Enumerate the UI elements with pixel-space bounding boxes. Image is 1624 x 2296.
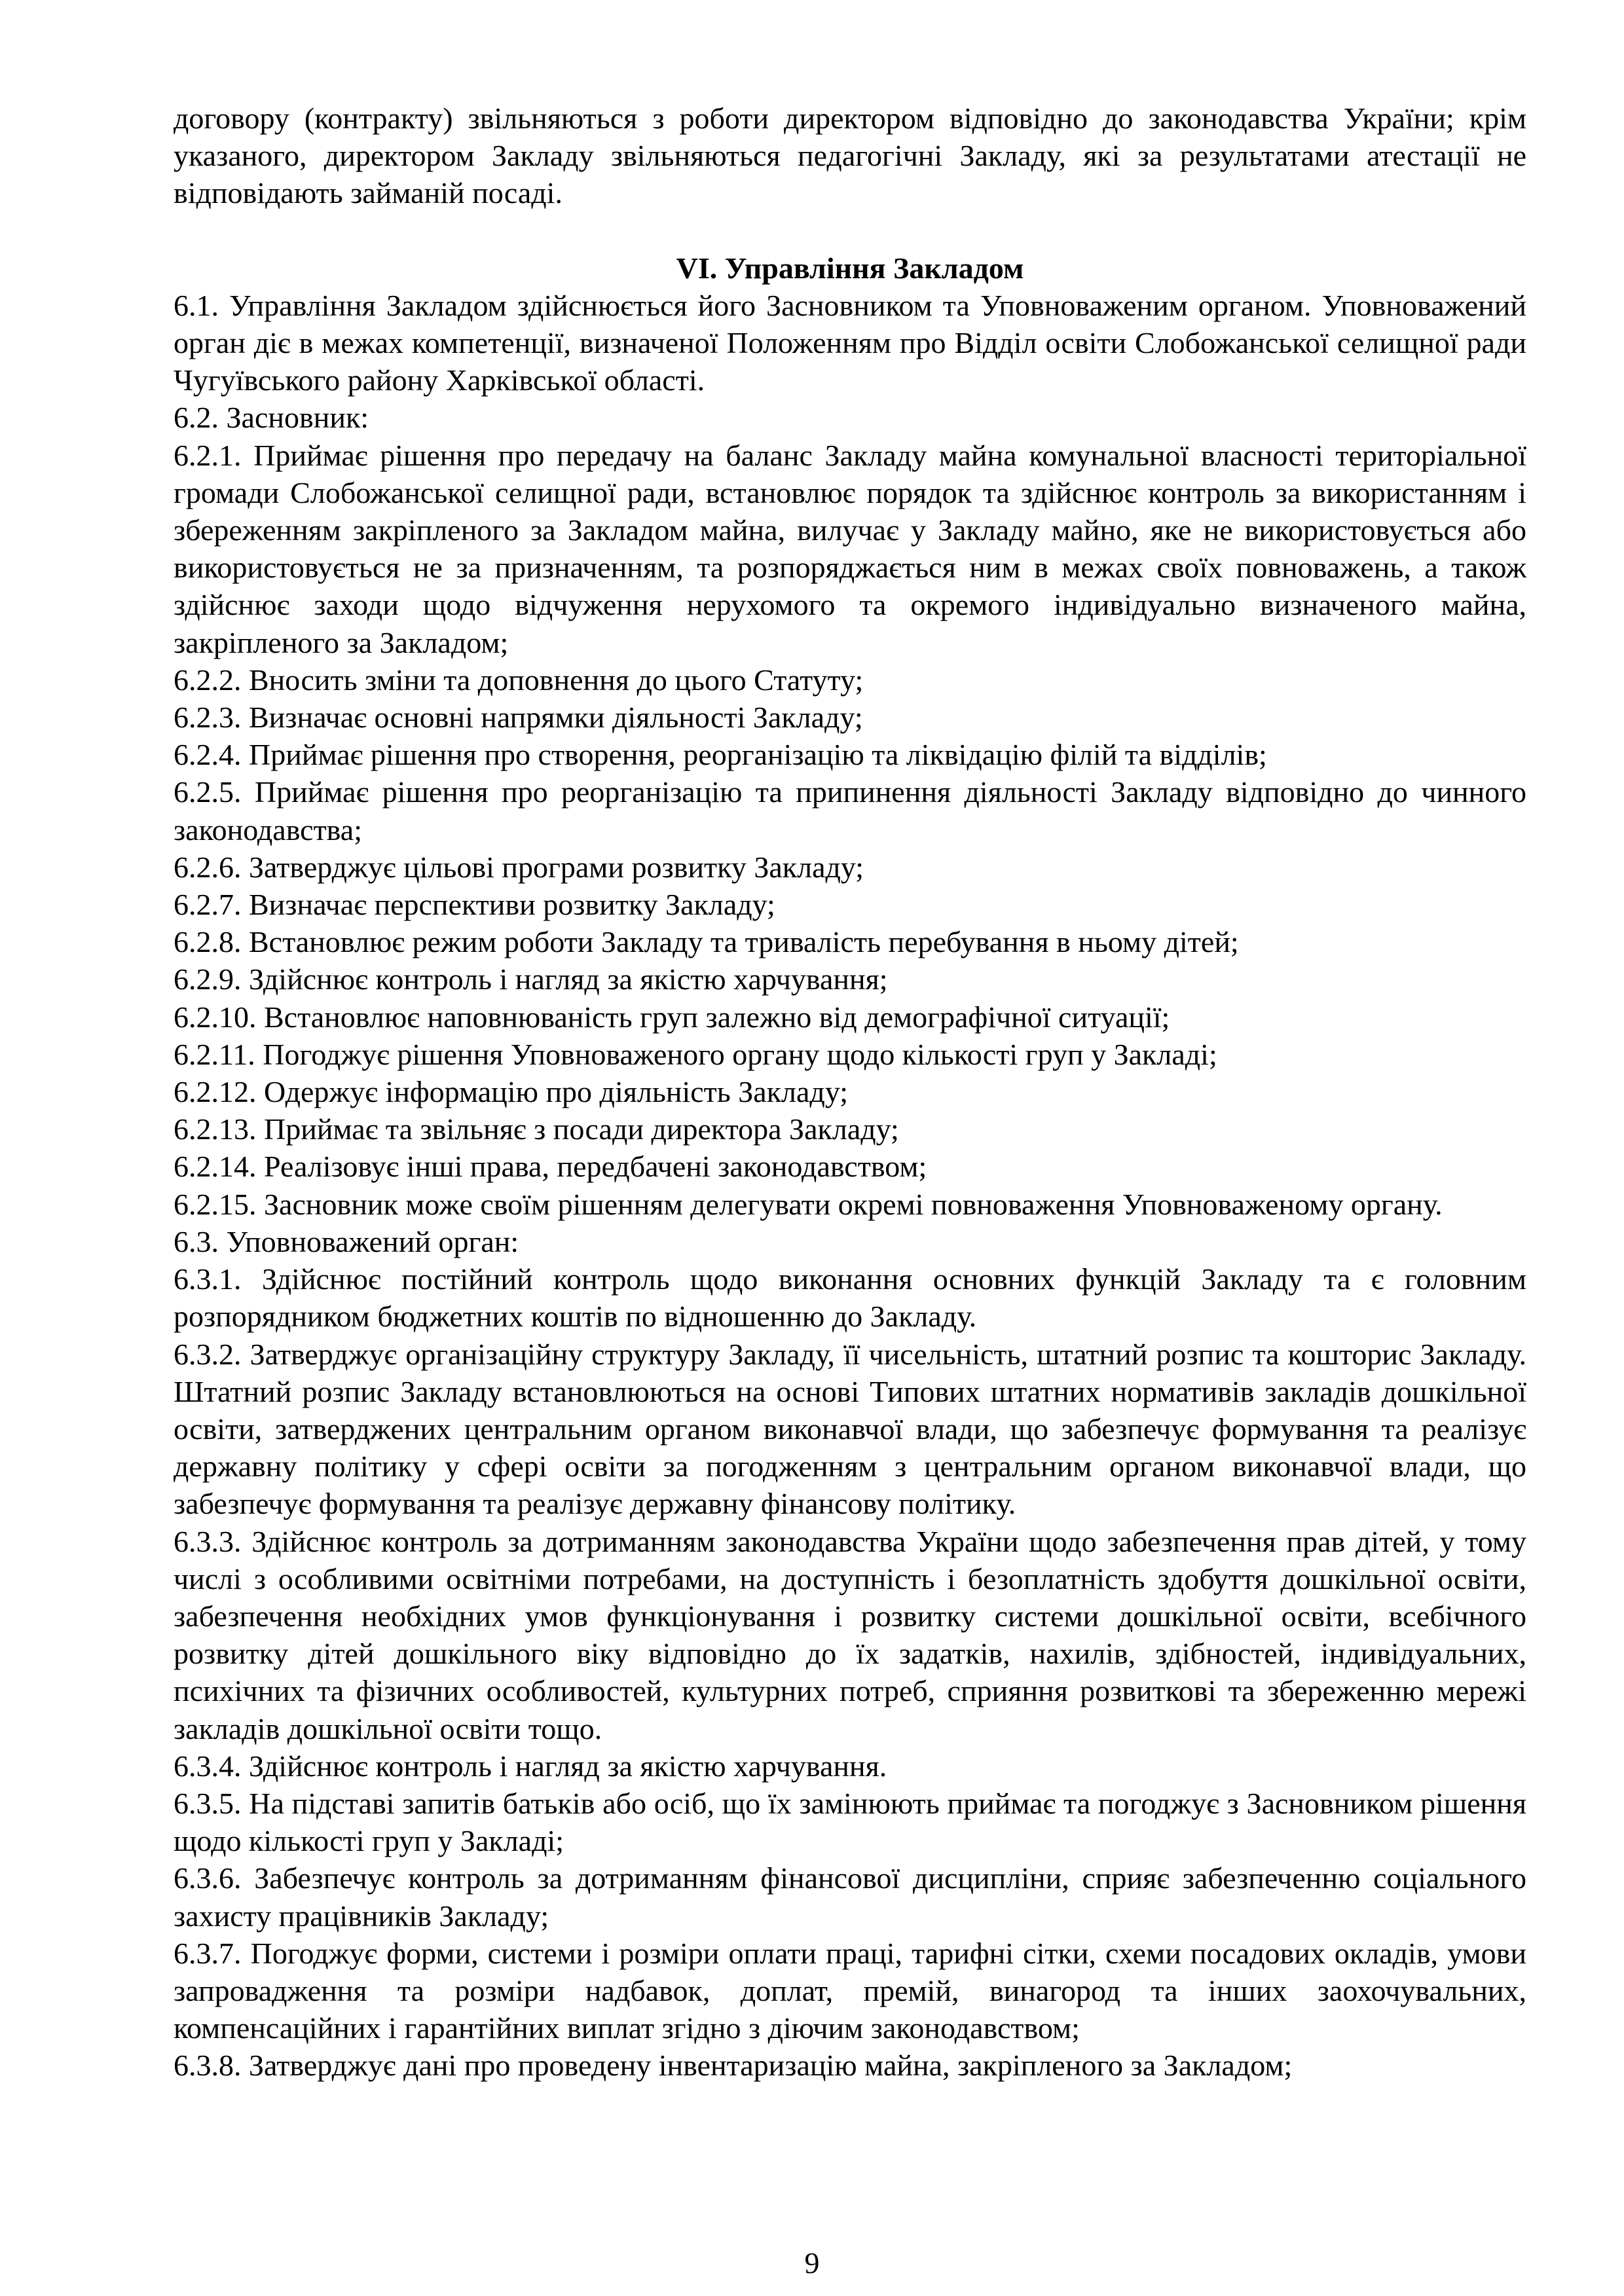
- paragraph-6-2-3: 6.2.3. Визначає основні напрямки діяльності Закладу;: [174, 701, 863, 735]
- paragraph-6-3-2: 6.3.2. Затверджує організаційну структуру Закладу, її чисельність, штатний розпис та кошторис Закладу. Штатний розпис Закладу встановлюються на основі Типових штатних нормативів закладів дошкільної освіти, затверджених центральним органом виконавчої влади, що забезпечує формування та реалізує державну політику у сфері освіти за погодженням з центральним органом виконавчої влади, що забезпечує формування та реалізує державну фінансову політику.: [174, 1337, 1526, 1521]
- paragraph-6-3-1: 6.3.1. Здійснює постійний контроль щодо виконання основних функцій Закладу та є головним розпорядником бюджетних коштів по відношенню до Закладу.: [174, 1262, 1526, 1334]
- intro-paragraph: договору (контракту) звільняються з роботи директором відповідно до законодавства України; крім указаного, директором Закладу звільняються педагогічні Закладу, які за результатами атестації не відповідають займаній посаді.: [174, 101, 1526, 210]
- paragraph-6-2-6: 6.2.6. Затверджує цільові програми розвитку Закладу;: [174, 850, 864, 884]
- paragraph-6-2-12: 6.2.12. Одержує інформацію про діяльність Закладу;: [174, 1075, 848, 1109]
- paragraph-6-3-5: 6.3.5. На підставі запитів батьків або осіб, що їх замінюють приймає та погоджує з Засновником рішення щодо кількості груп у Закладі;: [174, 1786, 1526, 1858]
- section-title: VI. Управління Закладом: [676, 251, 1024, 285]
- page-number: 9: [804, 2246, 820, 2280]
- paragraph-6-1: 6.1. Управління Закладом здійснюється його Засновником та Уповноваженим органом. Уповноважений орган діє в межах компетенції, визначеної Положенням про Відділ освіти Слобожанської селищної ради Чугуївського району Харківської області.: [174, 288, 1526, 397]
- paragraph-6-2-9: 6.2.9. Здійснює контроль і нагляд за якістю харчування;: [174, 962, 888, 996]
- paragraph-6-2-14: 6.2.14. Реалізовує інші права, передбачені законодавством;: [174, 1150, 927, 1184]
- paragraph-6-2-1: 6.2.1. Приймає рішення про передачу на баланс Закладу майна комунальної власності територіальної громади Слобожанської селищної ради, встановлює порядок та здійснює контроль за використанням і збереженням закріпленого за Закладом майна, вилучає у Закладу майно, яке не використовується або використовується не за призначенням, та розпоряджається ним в межах своїх повноважень, а також здійснює заходи щодо відчуження нерухомого та окремого індивідуально визначеного майна, закріпленого за Закладом;: [174, 438, 1526, 659]
- paragraph-6-3-7: 6.3.7. Погоджує форми, системи і розміри оплати праці, тарифні сітки, схеми посадових окладів, умови запровадження та розміри надбавок, доплат, премій, винагород та інших заохочувальних, компенсаційних і гарантійних виплат згідно з діючим законодавством;: [174, 1936, 1526, 2045]
- paragraph-6-2-7: 6.2.7. Визначає перспективи розвитку Закладу;: [174, 888, 775, 922]
- paragraph-6-2-2: 6.2.2. Вносить зміни та доповнення до цього Статуту;: [174, 663, 864, 697]
- document-page: [174, 100, 1526, 2085]
- paragraph-6-2-15: 6.2.15. Засновник може своїм рішенням делегувати окремі повноваження Уповноваженому органу.: [174, 1187, 1443, 1221]
- paragraph-6-3: 6.3. Уповноважений орган:: [174, 1224, 519, 1258]
- paragraph-6-3-8: 6.3.8. Затверджує дані про проведену інвентаризацію майна, закріпленого за Закладом;: [174, 2049, 1293, 2083]
- paragraph-6-3-3: 6.3.3. Здійснює контроль за дотриманням законодавства України щодо забезпечення прав дітей, у тому числі з особливими освітніми потребами, на доступність і безоплатність здобуття дошкільної освіти, забезпечення необхідних умов функціонування і розвитку системи дошкільної освіти, всебічного розвитку дітей дошкільного віку відповідно до їх задатків, нахилів, здібностей, індивідуальних, психічних та фізичних особливостей, культурних потреб, сприяння розвиткові та збереженню мережі закладів дошкільної освіти тощо.: [174, 1524, 1526, 1745]
- paragraph-6-3-4: 6.3.4. Здійснює контроль і нагляд за якістю харчування.: [174, 1749, 887, 1783]
- spacer: [174, 212, 1526, 249]
- paragraph-6-2-5: 6.2.5. Приймає рішення про реорганізацію та припинення діяльності Закладу відповідно до чинного законодавства;: [174, 775, 1526, 847]
- paragraph-6-2-11: 6.2.11. Погоджує рішення Уповноваженого органу щодо кількості груп у Закладі;: [174, 1037, 1217, 1071]
- paragraph-6-2: 6.2. Засновник:: [174, 401, 369, 435]
- paragraph-6-2-4: 6.2.4. Приймає рішення про створення, реорганізацію та ліквідацію філій та відділів;: [174, 738, 1267, 772]
- paragraph-6-2-13: 6.2.13. Приймає та звільняє з посади директора Закладу;: [174, 1112, 899, 1146]
- paragraph-6-3-6: 6.3.6. Забезпечує контроль за дотриманням фінансової дисципліни, сприяє забезпеченню соціального захисту працівників Закладу;: [174, 1861, 1526, 1933]
- paragraph-6-2-10: 6.2.10. Встановлює наповнюваність груп залежно від демографічної ситуації;: [174, 1000, 1170, 1034]
- paragraph-6-2-8: 6.2.8. Встановлює режим роботи Закладу та тривалість перебування в ньому дітей;: [174, 925, 1239, 959]
